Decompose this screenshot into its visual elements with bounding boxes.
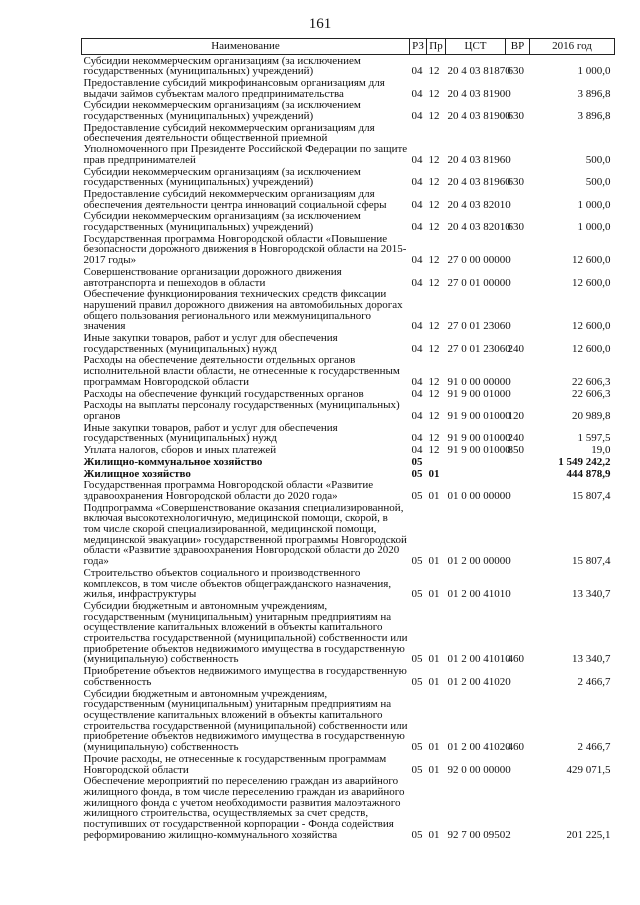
row-rz: 04: [411, 320, 423, 333]
row-pr: 01: [428, 675, 440, 688]
row-name: Предоставление субсидий некоммерческим организациям для обеспечения деятельности центра инноваций социальной сферы: [83, 187, 387, 211]
row-pr: 12: [428, 320, 440, 333]
table-row: [82, 55, 615, 78]
row-rz: 04: [411, 198, 423, 211]
row-sum: 444 878,9: [566, 467, 611, 480]
table-header: [82, 39, 615, 55]
row-cst: 01 2 00 41010: [447, 588, 511, 601]
row-cst: 01 2 00 41020: [447, 741, 511, 754]
row-cst: 20 4 03 81870: [447, 65, 511, 78]
row-name: Расходы на обеспечение функций государственных органов: [83, 387, 364, 400]
row-rz: 04: [411, 342, 423, 355]
row-rz: 04: [411, 65, 423, 78]
row-sum: 12 600,0: [572, 342, 611, 355]
row-name: Расходы на обеспечение деятельности отдельных органов исполнительной власти области, не отнесенные к государственным программам Новгородской области: [83, 354, 400, 388]
row-vr: [506, 468, 530, 480]
row-rz: 04: [411, 276, 423, 289]
row-rz: 04: [411, 387, 423, 400]
row-sum: 19,0: [591, 444, 611, 457]
row-pr: 01: [428, 741, 440, 754]
table-row: [82, 266, 615, 288]
row-pr: 12: [428, 254, 440, 267]
row-pr: 01: [428, 555, 440, 568]
table-row: [82, 666, 615, 688]
table-row: [82, 422, 615, 444]
row-cst: [446, 468, 506, 480]
row-name: Предоставление субсидий некоммерческим организациям для обеспечения деятельности общественной приемной Уполномоченного при Президенте Российской Федерации по защите прав предпринимателей: [83, 121, 408, 166]
table-row: [82, 600, 615, 665]
row-cst: 91 9 00 01000: [447, 410, 511, 422]
table-row: [82, 77, 615, 99]
row-sum: 12 600,0: [572, 254, 611, 267]
row-vr: 630: [507, 176, 524, 189]
row-rz: 05: [411, 489, 423, 502]
table-row: [82, 355, 615, 388]
row-pr: 01: [428, 763, 440, 776]
row-pr: 12: [428, 342, 440, 355]
row-name: Иные закупки товаров, работ и услуг для обеспечения государственных (муниципальных) нужд: [83, 332, 338, 355]
row-name: Субсидии некоммерческим организациям (за исключением государственных (муниципальных) учреждений): [83, 54, 361, 78]
row-sum: 429 071,5: [566, 763, 611, 776]
row-cst: 92 0 00 00000: [447, 763, 511, 776]
row-cst: 27 0 01 23060: [447, 342, 511, 355]
row-sum: 1 000,0: [577, 221, 611, 234]
budget-table: [81, 38, 615, 841]
row-vr: 460: [507, 653, 524, 666]
row-pr: 12: [428, 87, 440, 100]
row-pr: 12: [428, 276, 440, 289]
row-sum: 13 340,7: [572, 588, 611, 601]
row-pr: 12: [428, 387, 440, 400]
row-name: Субсидии некоммерческим организациям (за исключением государственных (муниципальных) учреждений): [83, 99, 361, 123]
row-name: Иные закупки товаров, работ и услуг для обеспечения государственных (муниципальных) нужд: [83, 421, 338, 445]
row-name: Субсидии некоммерческим организациям (за исключением государственных (муниципальных) учреждений): [83, 165, 361, 189]
row-sum: 22 606,3: [572, 387, 611, 400]
row-rz: 04: [411, 254, 423, 267]
row-sum: 13 340,7: [572, 653, 611, 666]
row-rz: 05: [411, 828, 423, 841]
header-vr: ВР: [506, 39, 530, 55]
table-row: [82, 100, 615, 122]
row-rz: 05: [411, 555, 423, 568]
row-pr: 12: [428, 221, 440, 234]
row-rz: 05: [411, 455, 423, 468]
row-vr: [506, 456, 530, 468]
row-cst: 27 0 01 00000: [447, 276, 511, 289]
row-cst: 91 9 00 01000: [447, 444, 511, 457]
row-pr: 12: [428, 410, 440, 422]
row-rz: 05: [411, 653, 423, 666]
row-name: Строительство объектов социального и производственного комплексов, в том числе объектов общегражданского назначения, жилья, инфраструктуры: [83, 566, 392, 601]
row-rz: 04: [411, 221, 423, 234]
row-cst: 27 0 00 00000: [447, 254, 511, 267]
row-sum: 500,0: [585, 176, 611, 189]
row-name: Субсидии бюджетным и автономным учреждениям, государственным (муниципальным) унитарным предприятиям на осуществление капитальных вложений в объекты капитального строительства государственной (муниципальной) собственности или приобретение объектов недвижимого имущества в государственную (муниципальную) собственность: [83, 687, 408, 754]
row-sum: 22 606,3: [572, 375, 611, 388]
row-cst: 91 9 00 01000: [447, 387, 511, 400]
row-name: Государственная программа Новгородской области «Повышение безопасности дорожного движения в Новгородской области на 2015-2017 годы»: [83, 232, 407, 267]
row-cst: 20 4 03 81900: [447, 110, 511, 123]
row-cst: 91 9 00 01000: [447, 432, 511, 445]
row-name: Совершенствование организации дорожного движения автотранспорта и пешеходов в области: [83, 265, 342, 289]
row-cst: 20 4 03 81960: [447, 153, 511, 166]
row-sum: 12 600,0: [572, 320, 611, 333]
row-cst: 27 0 01 23060: [447, 320, 511, 333]
row-cst: 01 0 00 00000: [447, 489, 511, 502]
row-rz: 04: [411, 432, 423, 445]
table-row: [82, 333, 615, 355]
row-vr: 630: [507, 221, 524, 234]
row-vr: 240: [507, 342, 524, 355]
row-name: Субсидии некоммерческим организациям (за исключением государственных (муниципальных) учреждений): [83, 210, 361, 234]
table-row: [82, 400, 615, 422]
table-row: [82, 233, 615, 266]
row-sum: 20 989,8: [572, 410, 611, 422]
row-rz: 05: [411, 763, 423, 776]
row-pr: 12: [428, 198, 440, 211]
row-sum: 15 807,4: [572, 555, 611, 568]
row-name: Приобретение объектов недвижимого имущества в государственную собственность: [83, 665, 407, 688]
row-rz: 05: [411, 588, 423, 601]
row-rz: 04: [411, 153, 423, 166]
row-pr: 12: [428, 110, 440, 123]
row-pr: 12: [428, 153, 440, 166]
row-name: Обеспечение мероприятий по переселению граждан из аварийного жилищного фонда, в том числе переселению граждан из аварийного жилищного фонда с учетом необходимости развития малоэтажного жилищного строительства, осуществляемых за счет средств, поступивших от государственной корпорации - Фонда содействия реформированию жилищно-коммунального хозяйства: [83, 775, 405, 841]
row-sum: 201 225,1: [566, 828, 611, 841]
row-pr: 12: [428, 375, 440, 388]
header-sum: 2016 год: [530, 39, 615, 55]
row-pr: 12: [428, 176, 440, 189]
header-name: Наименование: [82, 39, 410, 55]
row-rz: 04: [411, 110, 423, 123]
table-row: [82, 388, 615, 400]
row-cst: 20 4 03 82010: [447, 221, 511, 234]
row-cst: 20 4 03 81960: [447, 176, 511, 189]
row-cst: 01 2 00 41020: [447, 675, 511, 688]
table-row: [82, 211, 615, 233]
row-sum: 12 600,0: [572, 276, 611, 289]
row-pr: 12: [428, 444, 440, 457]
table-row: [82, 502, 615, 567]
table-row: [82, 166, 615, 188]
row-vr: 850: [507, 444, 524, 457]
row-rz: 04: [411, 375, 423, 388]
row-sum: 3 896,8: [577, 110, 611, 123]
row-vr: 460: [507, 741, 524, 754]
row-pr: 12: [428, 432, 440, 445]
row-name: Жилищно-коммунальное хозяйство: [83, 455, 263, 468]
row-name: Уплата налогов, сборов и иных платежей: [83, 444, 277, 457]
row-pr: [427, 456, 446, 468]
row-cst: 01 2 00 00000: [447, 555, 511, 568]
row-name: Подпрограмма «Совершенствование оказания специализированной, включая высокотехнологичную, медицинской помощи, скорой, в том числе скорой специализированной, медицинской помощи, медицинской эвакуации» государственной программы Новгородской области «Развитие здравоохранения Новгородской области до 2020 года»: [83, 501, 407, 568]
row-cst: 91 0 00 00000: [447, 375, 511, 388]
row-vr: 630: [507, 65, 524, 78]
row-pr: 01: [428, 653, 440, 666]
row-rz: 05: [411, 741, 423, 754]
header-pr: Пр: [427, 39, 446, 55]
row-sum: 2 466,7: [577, 675, 611, 688]
table-row: [82, 445, 615, 457]
table-row: [82, 456, 615, 468]
table-row: [82, 289, 615, 333]
row-vr: 120: [507, 410, 524, 422]
row-sum: 1 549 242,2: [558, 455, 611, 468]
row-cst: 01 2 00 41010: [447, 653, 511, 666]
row-vr: 240: [507, 432, 524, 445]
row-name: Прочие расходы, не отнесенные к государственным программам Новгородской области: [83, 752, 387, 776]
row-pr: 12: [428, 65, 440, 78]
row-pr: 01: [428, 489, 440, 502]
row-cst: 92 7 00 09502: [447, 828, 511, 841]
row-sum: 500,0: [585, 153, 611, 166]
table-row: [82, 468, 615, 480]
row-rz: 05: [411, 675, 423, 688]
table-row: [82, 753, 615, 775]
header-cst: ЦСТ: [446, 39, 506, 55]
table-row: [82, 122, 615, 166]
row-vr: 630: [507, 110, 524, 123]
table-row: [82, 688, 615, 753]
row-name: Предоставление субсидий микрофинансовым организациям для выдачи займов субъектам малого предпринимательства: [83, 76, 385, 100]
table-row: [82, 480, 615, 502]
row-rz: 05: [411, 467, 423, 480]
row-name: Жилищное хозяйство: [83, 467, 191, 480]
row-rz: 04: [411, 410, 423, 422]
row-rz: 04: [411, 87, 423, 100]
table-row: [82, 567, 615, 600]
header-rz: РЗ: [410, 39, 427, 55]
table-body: [82, 55, 615, 841]
row-sum: 1 597,5: [577, 432, 611, 445]
row-cst: [446, 456, 506, 468]
row-name: Государственная программа Новгородской области «Развитие здравоохранения Новгородской области до 2020 года»: [83, 479, 374, 502]
row-sum: 1 000,0: [577, 65, 611, 78]
row-pr: 01: [428, 467, 440, 480]
row-pr: 01: [428, 588, 440, 601]
row-cst: 20 4 03 81900: [447, 87, 511, 100]
row-name: Расходы на выплаты персоналу государственных (муниципальных) органов: [83, 399, 400, 422]
table-row: [82, 776, 615, 841]
row-cst: 20 4 03 82010: [447, 198, 511, 211]
row-rz: 04: [411, 176, 423, 189]
row-name: Обеспечение функционирования технических средств фиксации нарушений правил дорожного движения на автомобильных дорогах общего пользования регионального или межмуниципального значения: [83, 288, 403, 333]
page-number: 161: [308, 16, 332, 32]
row-sum: 15 807,4: [572, 489, 611, 502]
row-name: Субсидии бюджетным и автономным учреждениям, государственным (муниципальным) унитарным предприятиям на осуществление капитальных вложений в объекты капитального строительства государственной (муниципальной) собственности или приобретение объектов недвижимого имущества в государственную (муниципальную) собственность: [83, 599, 408, 666]
row-sum: 2 466,7: [577, 741, 611, 754]
row-rz: 04: [411, 444, 423, 457]
row-sum: 1 000,0: [577, 198, 611, 211]
table-row: [82, 188, 615, 210]
row-pr: 01: [428, 828, 440, 841]
row-sum: 3 896,8: [577, 87, 611, 100]
